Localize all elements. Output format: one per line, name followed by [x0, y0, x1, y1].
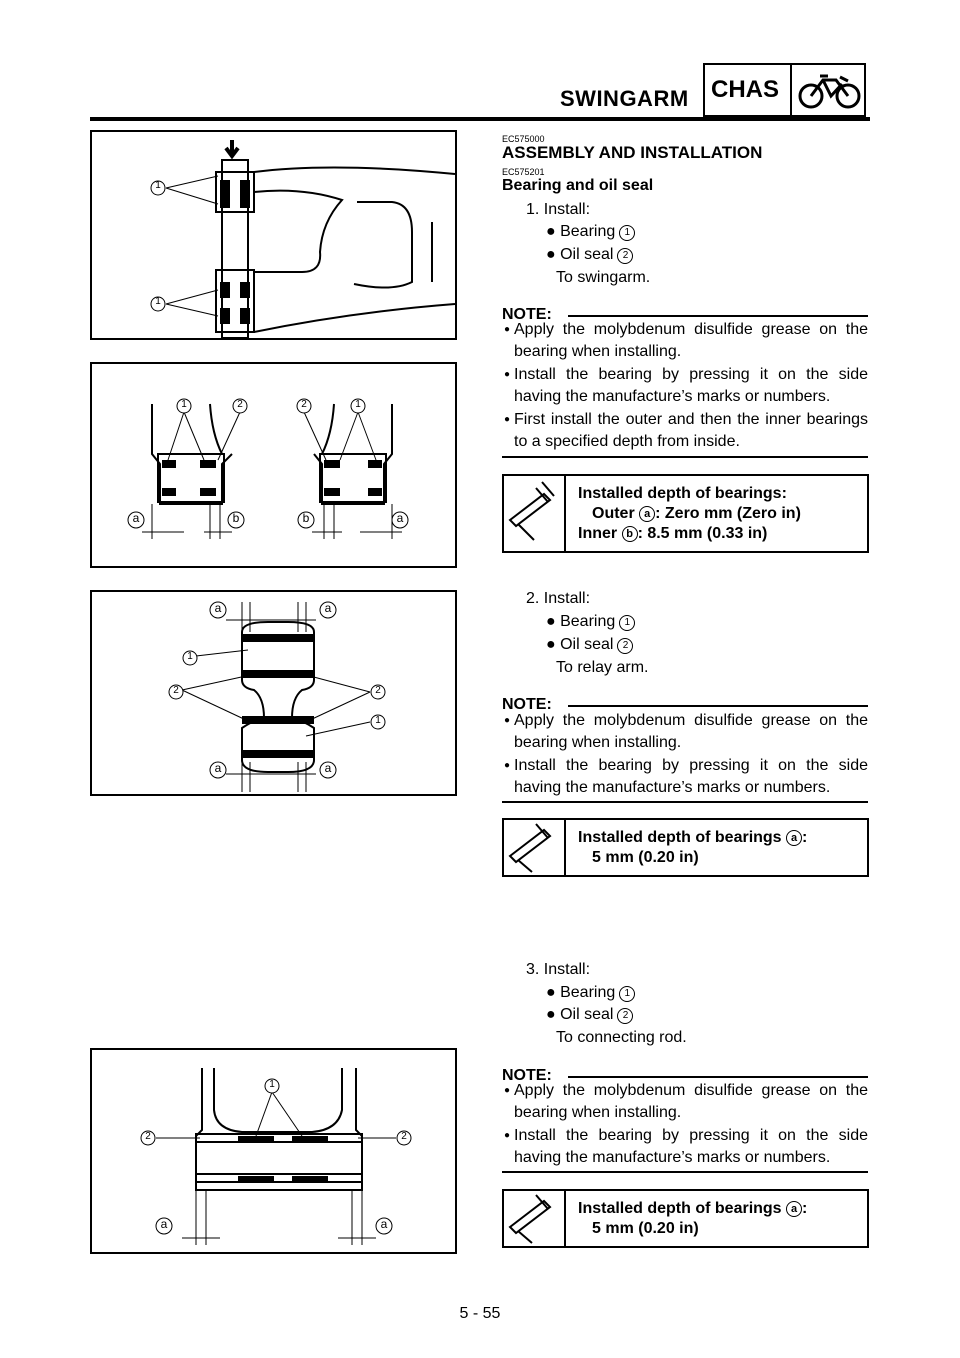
subsection-code: EC575201 [502, 167, 545, 177]
figure-relay-arm [90, 590, 457, 796]
spec-title: Installed depth of bearings a : [578, 1200, 808, 1217]
callout-1: 1 [155, 180, 161, 191]
header-rule [90, 117, 870, 121]
spec-value: 5 mm (0.20 in) [592, 1220, 699, 1237]
step-3-item-bearing: ● Bearing 1 [546, 982, 635, 1003]
spec-value: 5 mm (0.20 in) [592, 849, 699, 866]
callout-1: 1 [181, 399, 187, 410]
callout-1: 1 [355, 399, 361, 410]
spec-inner: Inner b : 8.5 mm (0.33 in) [578, 525, 768, 542]
step-2-target: To relay arm. [556, 659, 649, 676]
step-3-number: 3. Install: [526, 961, 591, 978]
callout-1: 1 [155, 296, 161, 307]
step-2-item-oil-seal: ● Oil seal 2 [546, 634, 633, 655]
figure-connecting-rod [90, 1048, 457, 1254]
callout-1: 1 [187, 651, 193, 662]
badge-divider [790, 63, 792, 117]
caliper-icon [504, 1191, 562, 1246]
section-code: EC575000 [502, 134, 545, 144]
callout-a: a [160, 1217, 168, 1231]
caliper-icon [504, 476, 562, 551]
spec-box [502, 1189, 869, 1248]
note-rule [568, 705, 868, 707]
motorcycle-icon [796, 68, 862, 112]
note-end-rule [502, 801, 868, 803]
note-rule [568, 1076, 868, 1078]
callout-a: a [214, 601, 222, 615]
callout-a: a [380, 1217, 388, 1231]
spec-box [502, 474, 869, 553]
note-item: ● Install the bearing by pressing it on the side having the manufacture’s marks or numbers. [504, 757, 868, 796]
note-item: ● Apply the molybdenum disulfide grease on the bearing when installing. [504, 1082, 868, 1121]
note-label: NOTE: [502, 696, 552, 713]
swingarm-diagram [92, 132, 455, 338]
note-item: ● First install the outer and then the inner bearings to a specified depth from inside. [504, 411, 868, 450]
callout-1: 1 [269, 1079, 275, 1090]
figure-swingarm [90, 130, 457, 340]
section-label: CHAS [711, 76, 780, 103]
callout-a: a [396, 511, 404, 525]
note-item: ● Apply the molybdenum disulfide grease on the bearing when installing. [504, 712, 868, 751]
callout-1: 1 [375, 715, 381, 726]
spec-title: Installed depth of bearings a : [578, 829, 808, 846]
relay-arm-diagram [92, 592, 455, 794]
caliper-icon [504, 820, 562, 875]
callout-2: 2 [375, 685, 381, 696]
step-3-item-oil-seal: ● Oil seal 2 [546, 1004, 633, 1025]
note-item: ● Install the bearing by pressing it on the side having the manufacture’s marks or numbers. [504, 366, 868, 405]
callout-2: 2 [401, 1131, 407, 1142]
page-number: 5 - 55 [459, 1305, 501, 1322]
figure-bearing-depth [90, 362, 457, 568]
callout-a: a [214, 761, 222, 775]
spec-outer: Outer a : Zero mm (Zero in) [592, 505, 801, 522]
step-2-item-bearing: ● Bearing 1 [546, 611, 635, 632]
page-title: SWINGARM [560, 86, 689, 111]
note-rule [568, 315, 868, 317]
note-label: NOTE: [502, 1067, 552, 1084]
note-item: ● Apply the molybdenum disulfide grease on the bearing when installing. [504, 321, 868, 360]
subsection-title: Bearing and oil seal [502, 177, 654, 194]
callout-a: a [324, 601, 332, 615]
callout-2: 2 [173, 685, 179, 696]
spec-title: Installed depth of bearings: [578, 485, 787, 502]
callout-b: b [232, 511, 240, 525]
step-1-number: 1. Install: [526, 201, 591, 218]
step-1-item-oil-seal: ● Oil seal 2 [546, 244, 633, 265]
callout-2: 2 [301, 399, 307, 410]
callout-a: a [324, 761, 332, 775]
step-3-target: To connecting rod. [556, 1029, 687, 1046]
section-title: ASSEMBLY AND INSTALLATION [502, 143, 763, 162]
step-1-item-bearing: ● Bearing 1 [546, 221, 635, 242]
callout-2: 2 [145, 1131, 151, 1142]
step-2-number: 2. Install: [526, 590, 591, 607]
note-end-rule [502, 456, 868, 458]
note-label: NOTE: [502, 306, 552, 323]
callout-a: a [132, 511, 140, 525]
spec-box [502, 818, 869, 877]
note-item: ● Install the bearing by pressing it on the side having the manufacture’s marks or numbers. [504, 1127, 868, 1166]
step-1-target: To swingarm. [556, 269, 651, 286]
callout-2: 2 [237, 399, 243, 410]
bearing-depth-diagram [92, 364, 455, 566]
note-end-rule [502, 1171, 868, 1173]
callout-b: b [302, 511, 310, 525]
